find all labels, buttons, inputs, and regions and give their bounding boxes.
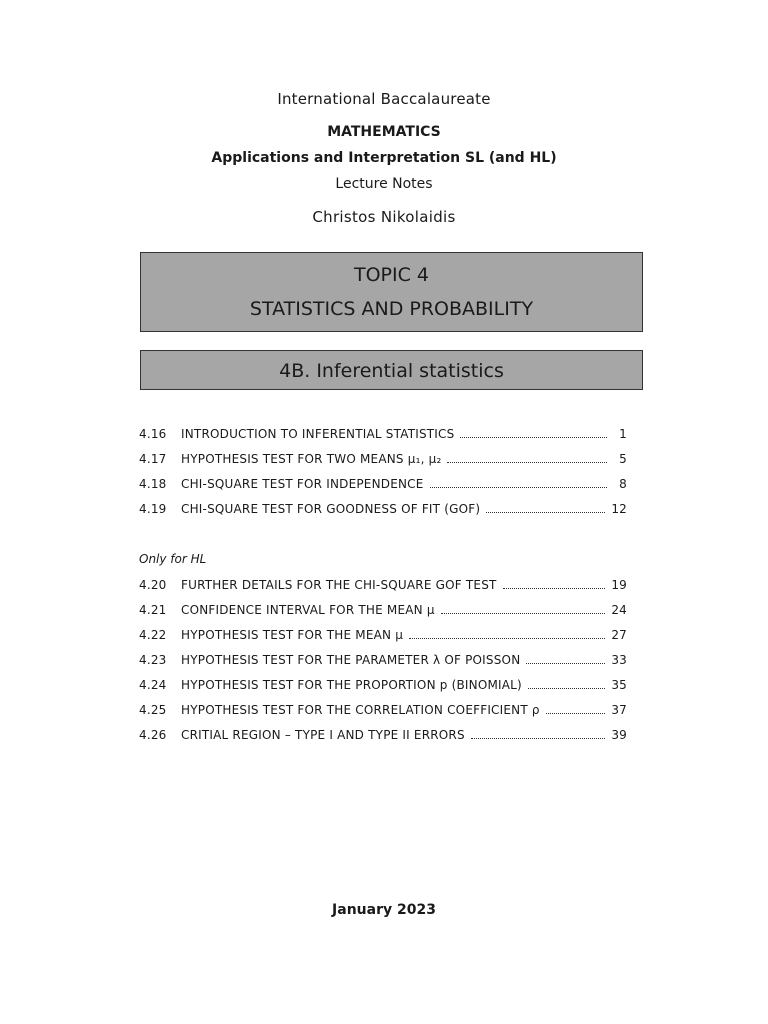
author-name: Christos Nikolaidis bbox=[312, 208, 456, 226]
publication-date: January 2023 bbox=[332, 902, 436, 918]
toc-dot-leader bbox=[430, 477, 607, 488]
toc-entry-title: CONFIDENCE INTERVAL FOR THE MEAN μ bbox=[181, 603, 435, 617]
course-title: Applications and Interpretation SL (and HL) bbox=[211, 150, 557, 166]
topic-title: STATISTICS AND PROBABILITY bbox=[249, 298, 534, 320]
toc-dot-leader bbox=[528, 678, 605, 689]
toc-dot-leader bbox=[526, 653, 605, 664]
toc-entry-title: CHI-SQUARE TEST FOR INDEPENDENCE bbox=[181, 477, 424, 491]
toc-entry-number: 4.21 bbox=[139, 603, 167, 617]
toc-entry-number: 4.19 bbox=[139, 502, 167, 516]
toc-entry-page: 19 bbox=[611, 578, 627, 592]
toc-dot-leader bbox=[447, 452, 607, 463]
toc-entry-number: 4.18 bbox=[139, 477, 167, 491]
toc-entry-page: 27 bbox=[611, 628, 627, 642]
toc-entry-page: 5 bbox=[619, 452, 627, 466]
toc-entry[interactable] bbox=[139, 477, 627, 502]
toc-entry-page: 24 bbox=[611, 603, 627, 617]
toc-entry[interactable] bbox=[139, 653, 627, 678]
subtopic-banner bbox=[140, 350, 643, 390]
document-type: Lecture Notes bbox=[335, 176, 433, 192]
toc-dot-leader bbox=[471, 728, 606, 739]
toc-entry-number: 4.26 bbox=[139, 728, 167, 742]
toc-entry-page: 39 bbox=[611, 728, 627, 742]
topic-number: TOPIC 4 bbox=[353, 264, 430, 286]
toc-dot-leader bbox=[460, 427, 607, 438]
toc-entry-number: 4.22 bbox=[139, 628, 167, 642]
toc-entry[interactable] bbox=[139, 703, 627, 728]
topic-banner bbox=[140, 252, 643, 332]
institution-name: International Baccalaureate bbox=[277, 90, 491, 108]
toc-entry-number: 4.25 bbox=[139, 703, 167, 717]
toc-entry-title: CHI-SQUARE TEST FOR GOODNESS OF FIT (GOF) bbox=[181, 502, 481, 516]
toc-dot-leader bbox=[486, 502, 605, 513]
toc-entry[interactable] bbox=[139, 728, 627, 753]
toc-entry-title: INTRODUCTION TO INFERENTIAL STATISTICS bbox=[181, 427, 455, 441]
subtopic-title: 4B. Inferential statistics bbox=[279, 360, 504, 382]
toc-entry[interactable] bbox=[139, 678, 627, 703]
toc-entry-number: 4.23 bbox=[139, 653, 167, 667]
toc-entry-page: 33 bbox=[611, 653, 627, 667]
toc-entry-title: HYPOTHESIS TEST FOR TWO MEANS μ₁, μ₂ bbox=[181, 452, 442, 466]
toc-entry-page: 8 bbox=[619, 477, 627, 491]
toc-entry[interactable] bbox=[139, 578, 627, 603]
toc-entry[interactable] bbox=[139, 603, 627, 628]
toc-entry-page: 12 bbox=[611, 502, 627, 516]
toc-entry[interactable] bbox=[139, 502, 627, 527]
toc-entry-title: HYPOTHESIS TEST FOR THE PROPORTION p (BINOMIAL) bbox=[181, 678, 522, 692]
toc-entry-title: CRITIAL REGION – TYPE I AND TYPE II ERRORS bbox=[181, 728, 465, 742]
toc-entry-page: 37 bbox=[611, 703, 627, 717]
toc-entry-page: 35 bbox=[611, 678, 627, 692]
toc-dot-leader bbox=[546, 703, 606, 714]
subject-title: MATHEMATICS bbox=[327, 124, 441, 140]
toc-entry-title: HYPOTHESIS TEST FOR THE MEAN μ bbox=[181, 628, 404, 642]
toc-entry-title: HYPOTHESIS TEST FOR THE PARAMETER λ OF POISSON bbox=[181, 653, 521, 667]
toc-entry-title: FURTHER DETAILS FOR THE CHI-SQUARE GOF TEST bbox=[181, 578, 497, 592]
toc-entry[interactable] bbox=[139, 427, 627, 452]
table-of-contents-main bbox=[139, 427, 627, 527]
toc-entry-title: HYPOTHESIS TEST FOR THE CORRELATION COEFFICIENT ρ bbox=[181, 703, 540, 717]
toc-entry-number: 4.24 bbox=[139, 678, 167, 692]
toc-entry-page: 1 bbox=[619, 427, 627, 441]
toc-dot-leader bbox=[409, 628, 605, 639]
toc-entry-number: 4.17 bbox=[139, 452, 167, 466]
toc-dot-leader bbox=[441, 603, 606, 614]
toc-entry-number: 4.16 bbox=[139, 427, 167, 441]
toc-dot-leader bbox=[503, 578, 606, 589]
hl-only-label: Only for HL bbox=[139, 552, 207, 566]
toc-entry[interactable] bbox=[139, 452, 627, 477]
toc-entry[interactable] bbox=[139, 628, 627, 653]
toc-entry-number: 4.20 bbox=[139, 578, 167, 592]
table-of-contents-hl bbox=[139, 578, 627, 753]
